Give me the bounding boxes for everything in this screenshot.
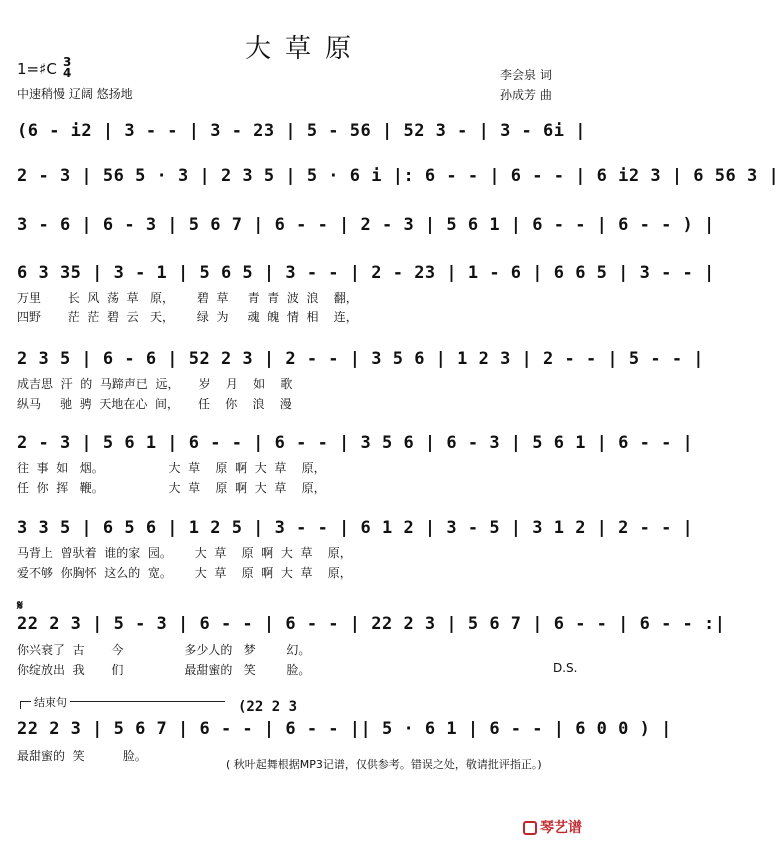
alternate-notes: (22 2 3 <box>238 699 298 715</box>
lyricist: 李会泉 词 <box>500 68 552 82</box>
time-signature <box>63 57 71 79</box>
logo-icon <box>523 821 537 835</box>
lyric-row-4-verse-2: 四野 茫 茫 碧 云 天， 绿 为 魂 魄 情 相 连， <box>17 310 358 324</box>
lyric-row-5-verse-2: 纵马 驰 骋 天地在心 间， 任 你 浪 漫 <box>17 397 292 411</box>
composer: 孙成芳 曲 <box>500 88 552 102</box>
notation-row-2: 2 - 3 | 56 5 · 3 | 2 3 5 | 5 · 6 i |: 6 - - | 6 - - | 6 i2 3 | 6 56 3 | <box>17 166 779 186</box>
ending-bracket-hook <box>20 701 21 709</box>
time-signature-lower: 4 <box>63 66 72 80</box>
notation-row-7: 3 3 5 | 6 5 6 | 1 2 5 | 3 - - | 6 1 2 | 3 - 5 | 3 1 2 | 2 - - | <box>17 518 694 538</box>
lyric-row-5-verse-1: 成吉思 汗 的 马蹄声已 远， 岁 月 如 歌 <box>17 377 293 391</box>
ending-label: 结束句 <box>31 694 70 710</box>
lyric-row-7-verse-2: 爱不够 你胸怀 这么的 宽。 大 草 原 啊 大 草 原， <box>17 566 352 580</box>
segno-sign: 𝄋 <box>17 598 24 614</box>
notation-row-4: 6 3 35 | 3 - 1 | 5 6 5 | 3 - - | 2 - 23 | 1 - 6 | 6 6 5 | 3 - - | <box>17 263 715 283</box>
notation-row-6: 2 - 3 | 5 6 1 | 6 - - | 6 - - | 3 5 6 | 6 - 3 | 5 6 1 | 6 - - | <box>17 433 694 453</box>
lyric-row-6-verse-1: 往 事 如 烟。 大 草 原 啊 大 草 原， <box>17 461 326 475</box>
key-signature: 1=♯C <box>17 60 57 78</box>
notation-row-5: 2 3 5 | 6 - 6 | 52 2 3 | 2 - - | 3 5 6 | 1 2 3 | 2 - - | 5 - - | <box>17 349 705 369</box>
tempo-marking: 中速稍慢 辽阔 悠扬地 <box>17 87 133 101</box>
dal-segno-mark: D.S. <box>553 661 578 675</box>
notation-row-9: 22 2 3 | 5 6 7 | 6 - - | 6 - - || 5 · 6 1 | 6 - - | 6 0 0 ) | <box>17 719 672 739</box>
notation-row-8: 22 2 3 | 5 - 3 | 6 - - | 6 - - | 22 2 3 | 5 6 7 | 6 - - | 6 - - :| <box>17 614 726 634</box>
notation-row-3: 3 - 6 | 6 - 3 | 5 6 7 | 6 - - | 2 - 3 | 5 6 1 | 6 - - | 6 - - ) | <box>17 215 715 235</box>
site-logo <box>523 817 582 837</box>
transcription-note: ( 秋叶起舞根据MP3记谱，仅供参考。错误之处，敬请批评指正。) <box>226 758 542 771</box>
time-signature-upper: 3 <box>63 55 72 69</box>
lyric-row-4-verse-1: 万里 长 风 荡 草 原， 碧 草 青 青 波 浪 翻， <box>17 291 358 305</box>
lyric-row-9-verse-1: 最甜蜜的 笑 脸。 <box>17 749 147 763</box>
notation-row-1: (6 - i2 | 3 - - | 3 - 23 | 5 - 56 | 52 3 - | 3 - 6i | <box>17 121 586 141</box>
lyric-row-8-verse-2: 你绽放出 我 们 最甜蜜的 笑 脸。 <box>17 663 311 677</box>
logo-text: 琴艺谱 <box>540 820 582 836</box>
lyric-row-8-verse-1: 你兴衰了 古 今 多少人的 梦 幻。 <box>17 643 311 657</box>
lyric-row-6-verse-2: 任 你 挥 鞭。 大 草 原 啊 大 草 原， <box>17 481 326 495</box>
song-title: 大草原 <box>244 34 365 64</box>
lyric-row-7-verse-1: 马背上 曾驮着 谁的家 园。 大 草 原 啊 大 草 原， <box>17 546 352 560</box>
